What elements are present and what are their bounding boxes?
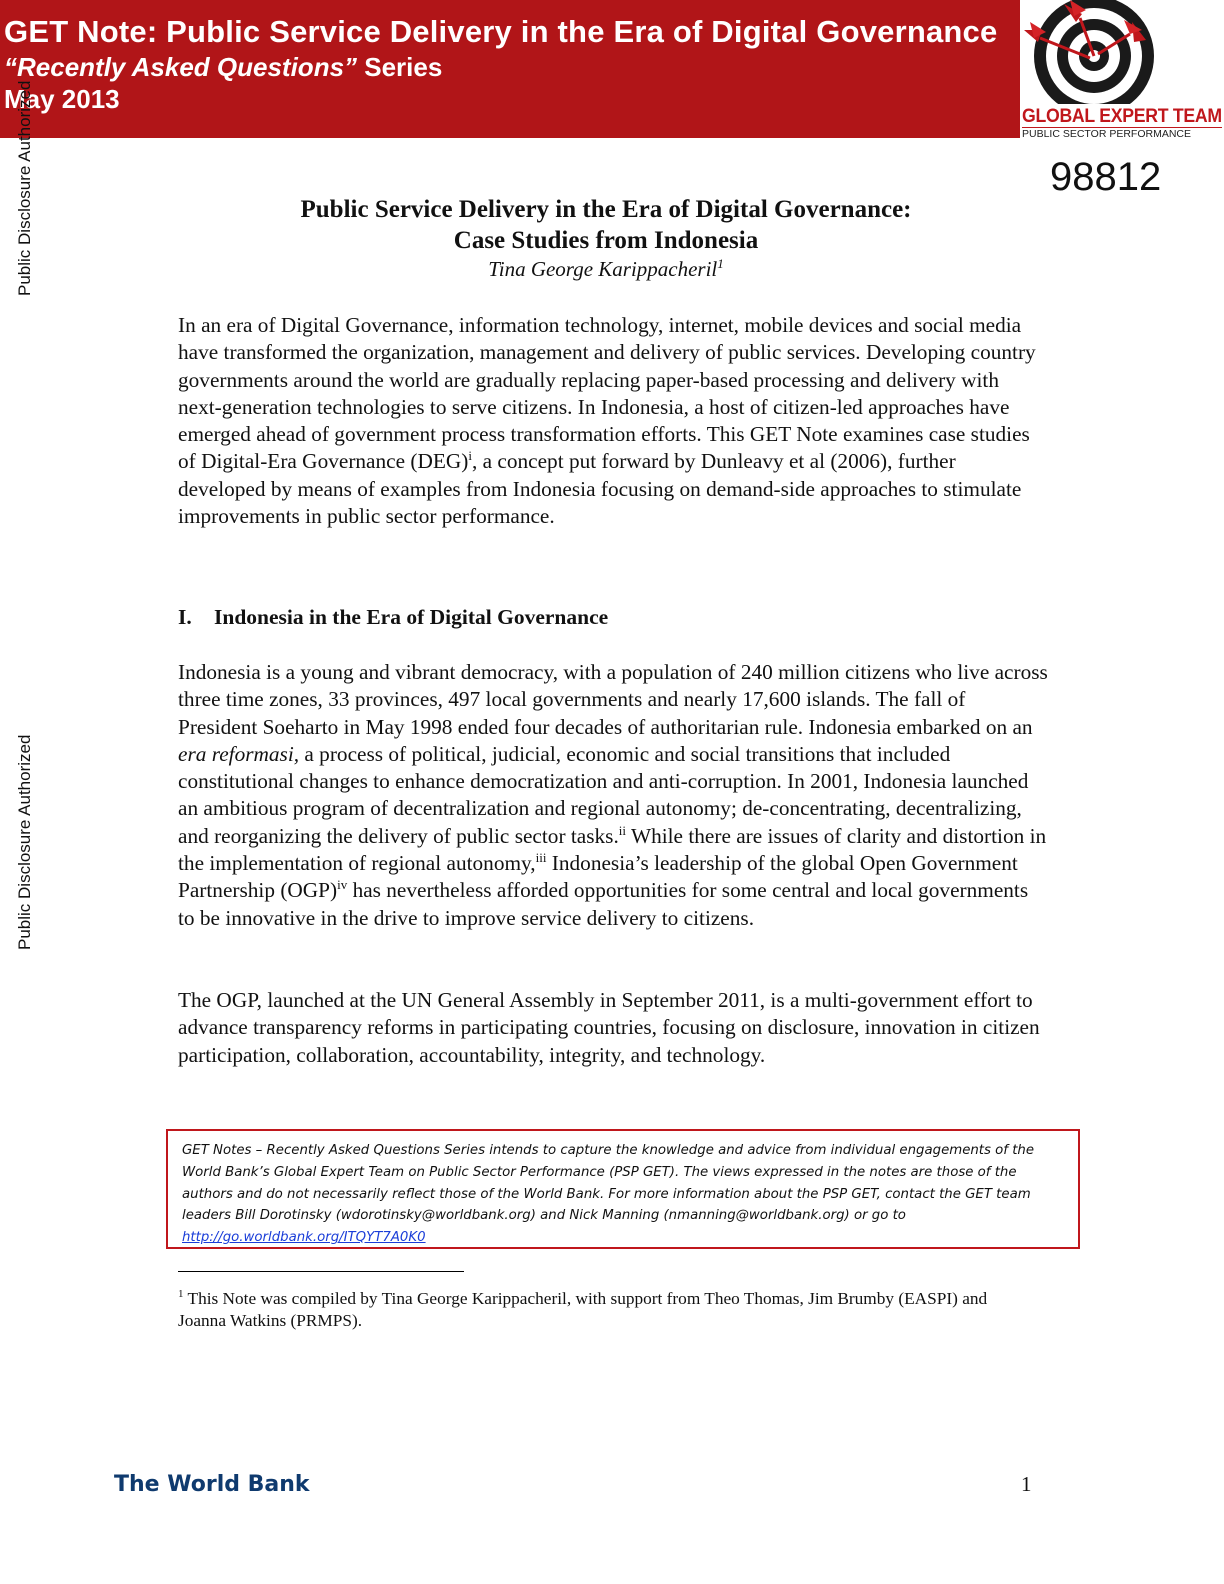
body-paragraph-1 xyxy=(178,659,1048,932)
para1-text-1: Indonesia is a young and vibrant democracy, with a population of 240 million citizens who live across three time zones, 33 provinces, 497 local governments and nearly 17,600 islands. The fall of President Soeharto in May 1998 ended four decades of authoritarian rule. Indonesia embarked on an xyxy=(178,660,1048,739)
logo-subtitle: PUBLIC SECTOR PERFORMANCE xyxy=(1022,127,1222,140)
notice-text: GET Notes – Recently Asked Questions Series intends to capture the knowledge and advice from individual engagements of the World Bank’s Global Expert Team on Public Sector Performance (PSP GET). The views expressed in the notes are those of the authors and do not necessarily reflect those of the World Bank. For more information about the PSP GET, contact the GET team leaders Bill Dorotinsky (wdorotinsky@worldbank.org) and Nick Manning (nmanning@worldbank.org) or go to xyxy=(182,1143,1035,1224)
banner-series xyxy=(4,52,442,83)
header-banner xyxy=(0,0,1020,138)
endnote-ref-ii[interactable]: ii xyxy=(618,822,627,838)
para1-italic-term: era reformasi, xyxy=(178,741,300,766)
author-footnote-ref[interactable]: 1 xyxy=(717,256,724,271)
page-number: 1 xyxy=(1021,1472,1032,1496)
logo-name: GLOBAL EXPERT TEAM xyxy=(1022,106,1222,127)
footnote-divider xyxy=(178,1271,464,1272)
author-name: Tina George Karippacheril xyxy=(488,257,718,281)
series-word: Series xyxy=(357,52,443,82)
footnote-number: 1 xyxy=(178,1288,184,1300)
endnote-ref-iv[interactable]: iv xyxy=(337,877,348,893)
title-line-1: Public Service Delivery in the Era of Digital Governance: xyxy=(300,196,912,223)
footer-organization: The World Bank xyxy=(114,1472,310,1497)
author-line xyxy=(178,256,1034,282)
intro-text-2: , a concept put forward by Dunleavy et al (2006), further developed by means of examples from Indonesia focusing on demand-side approaches to stimulate improvements in public sector performance. xyxy=(178,449,1022,529)
banner-title: GET Note: Public Service Delivery in the Era of Digital Governance xyxy=(4,14,998,49)
section-heading xyxy=(178,605,608,630)
section-number: I. xyxy=(178,605,192,629)
intro-paragraph xyxy=(178,312,1048,530)
title-line-2: Case Studies from Indonesia xyxy=(453,227,759,254)
section-title: Indonesia in the Era of Digital Governance xyxy=(214,605,609,629)
disclosure-stamp-middle: Public Disclosure Authorized xyxy=(15,734,34,950)
para1-text-5: has nevertheless afforded opportunities for some central and local governments to be innovative in the drive to improve service delivery to citizens. xyxy=(178,878,1029,930)
footnote xyxy=(178,1283,1018,1332)
para1-text-3: While there are issues of clarity and distortion in the implementation of regional autonomy, xyxy=(178,823,1047,876)
notice-link[interactable]: http://go.worldbank.org/ITQYT7A0K0 xyxy=(182,1230,426,1246)
document-title xyxy=(178,194,1034,256)
para1-text-4: Indonesia’s leadership of the global Open Government Partnership (OGP) xyxy=(178,851,1018,903)
banner-date: May 2013 xyxy=(4,84,120,114)
body-paragraph-2: The OGP, launched at the UN General Assembly in September 2011, is a multi-government effort to advance transparency reforms in participating countries, focusing on disclosure, innovation in citizen participation, collaboration, accountability, integrity, and technology. xyxy=(178,988,1040,1067)
series-notice-box xyxy=(166,1129,1080,1249)
endnote-ref-i[interactable]: i xyxy=(468,448,472,464)
footnote-text: This Note was compiled by Tina George Karippacheril, with support from Theo Thomas, Jim Brumby (EASPI) and Joanna Watkins (PRMPS). xyxy=(178,1288,988,1330)
disclosure-stamp-top: Public Disclosure Authorized xyxy=(15,80,34,296)
endnote-ref-iii[interactable]: iii xyxy=(535,849,547,865)
intro-text-1: In an era of Digital Governance, information technology, internet, mobile devices and social media have transformed the organization, management and delivery of public services. Developing country governments around the world are gradually replacing paper-based processing and delivery with next-generation technologies to serve citizens. In Indonesia, a host of citizen-led approaches have emerged ahead of government process transformation efforts. This GET Note examines case studies of Digital-Era Governance (DEG) xyxy=(178,313,1036,474)
para1-text-2: a process of political, judicial, economic and social transitions that included constitutional changes to enhance democratization and anti-corruption. In 2001, Indonesia launched an ambitious program of decentralization and regional autonomy; de-concentrating, decentralizing, and reorganizing the delivery of public sector tasks. xyxy=(178,741,1029,848)
document-number: 98812 xyxy=(1050,155,1162,199)
series-quoted-name: “Recently Asked Questions” xyxy=(4,52,358,82)
